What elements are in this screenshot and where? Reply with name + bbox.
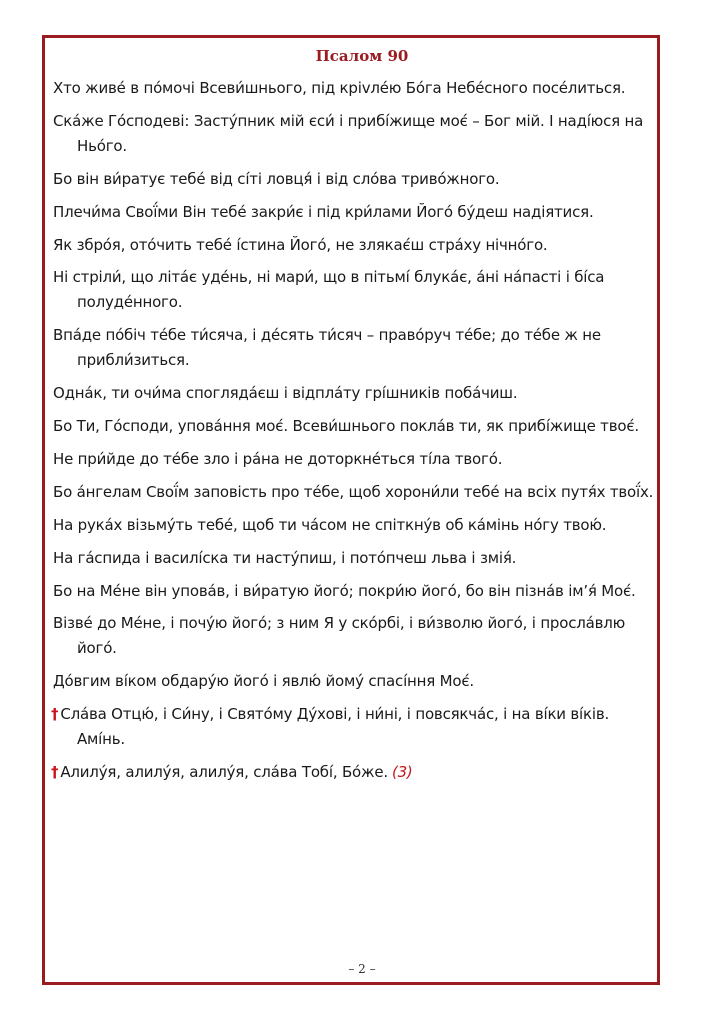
verse-text: Ска́же Го́сподеві: Засту́пник мій єси́ і прибі́жище моє́ – Бог мій. І наді́юся на Ньо́го. — [53, 111, 644, 155]
verse-text: Плечи́ма Свої́ми Він тебе́ закри́є і під кри́лами Його́ бу́деш надіятися. — [53, 202, 594, 221]
verse-5 — [51, 233, 655, 258]
verse-6 — [51, 265, 655, 315]
psalm-title: Псалом 90 — [315, 47, 409, 65]
verse-text: Ні стріли́, що літа́є уде́нь, ні мари́, що в пітьмі́ блука́є, а́ні на́пасті і бі́са полуде́нного. — [53, 268, 605, 312]
verse-14 — [51, 579, 655, 604]
verse-text: Бо Ти, Го́споди, упова́ння моє́. Всеви́шнього покла́в ти, як прибі́жище твоє́. — [53, 417, 639, 436]
verse-text: До́вгим ві́ком обдару́ю його́ і явлю́ йому́ спасі́ння Моє́. — [53, 672, 474, 691]
doxology — [51, 702, 655, 752]
verse-15 — [51, 611, 655, 661]
verse-text: Візве́ до Ме́не, і почу́ю його́; з ним Я у ско́рбі, і ви́зволю його́, і просла́влю його́. — [53, 614, 626, 658]
cross-icon: † — [51, 705, 59, 724]
verse-text: Бо він ви́ратує тебе́ від сі́ті ловця́ і від сло́ва триво́жного. — [53, 169, 500, 188]
verse-13 — [51, 546, 655, 571]
repeat-count: (3) — [391, 763, 413, 782]
verse-2 — [51, 109, 655, 159]
verse-text: Хто живе́ в по́мочі Всеви́шнього, під кріvле́ю Бо́га Небе́сного посе́литься. — [53, 79, 626, 97]
verse-text: Бо на Ме́не він упова́в, і ви́ратую його́; покри́ю його́, бо він пізна́в ім’я́ Моє́. — [53, 581, 636, 600]
verse-text: Сла́ва Отцю́, і Си́ну, і Свято́му Ду́хові, і ни́ні, і повсякча́с, і на ві́ки ві́ків. Амі́нь. — [60, 705, 610, 749]
cross-icon: † — [51, 763, 59, 782]
verse-11 — [51, 480, 655, 505]
verse-12 — [51, 513, 655, 538]
verse-text: Одна́к, ти очи́ма спогляда́єш і відпла́ту грі́шників поба́чиш. — [53, 384, 518, 403]
verse-4 — [51, 200, 655, 225]
verse-text: На га́спида і василі́ска ти насту́пиш, і пото́пчеш льва і змія́. — [53, 548, 517, 567]
verse-text: На рука́х візьму́ть тебе́, щоб ти ча́сом не спіткну́в об ка́мінь но́гу твою́. — [53, 515, 607, 534]
verse-text: Бо а́нгелам Свої́м заповість про те́бе, щоб хорони́ли тебе́ на всіх путя́х твої́х. — [53, 482, 654, 501]
verse-1 — [51, 76, 655, 101]
verse-10 — [51, 447, 655, 472]
verse-text: Алилу́я, алилу́я, алилу́я, сла́ва Тобі́, Бо́же. — [60, 763, 388, 782]
verse-list — [51, 76, 655, 793]
verse-text: Як збро́я, ото́чить тебе́ і́стина Його́, не злякає́ш стра́ху нічно́го. — [53, 235, 548, 254]
verse-text: Не при́йде до те́бе зло і ра́на не доторкне́ться ті́ла твого́. — [53, 450, 503, 469]
verse-9 — [51, 414, 655, 439]
verse-3 — [51, 167, 655, 192]
verse-text: Впа́де по́біч те́бе ти́сяча, і де́сять ти́сяч – право́руч те́бе; до те́бе ж не прибли́зиться. — [53, 326, 601, 370]
page-number: – 2 – — [348, 962, 376, 976]
verse-7 — [51, 323, 655, 373]
alleluia — [51, 760, 655, 785]
verse-8 — [51, 381, 655, 406]
verse-16 — [51, 669, 655, 694]
